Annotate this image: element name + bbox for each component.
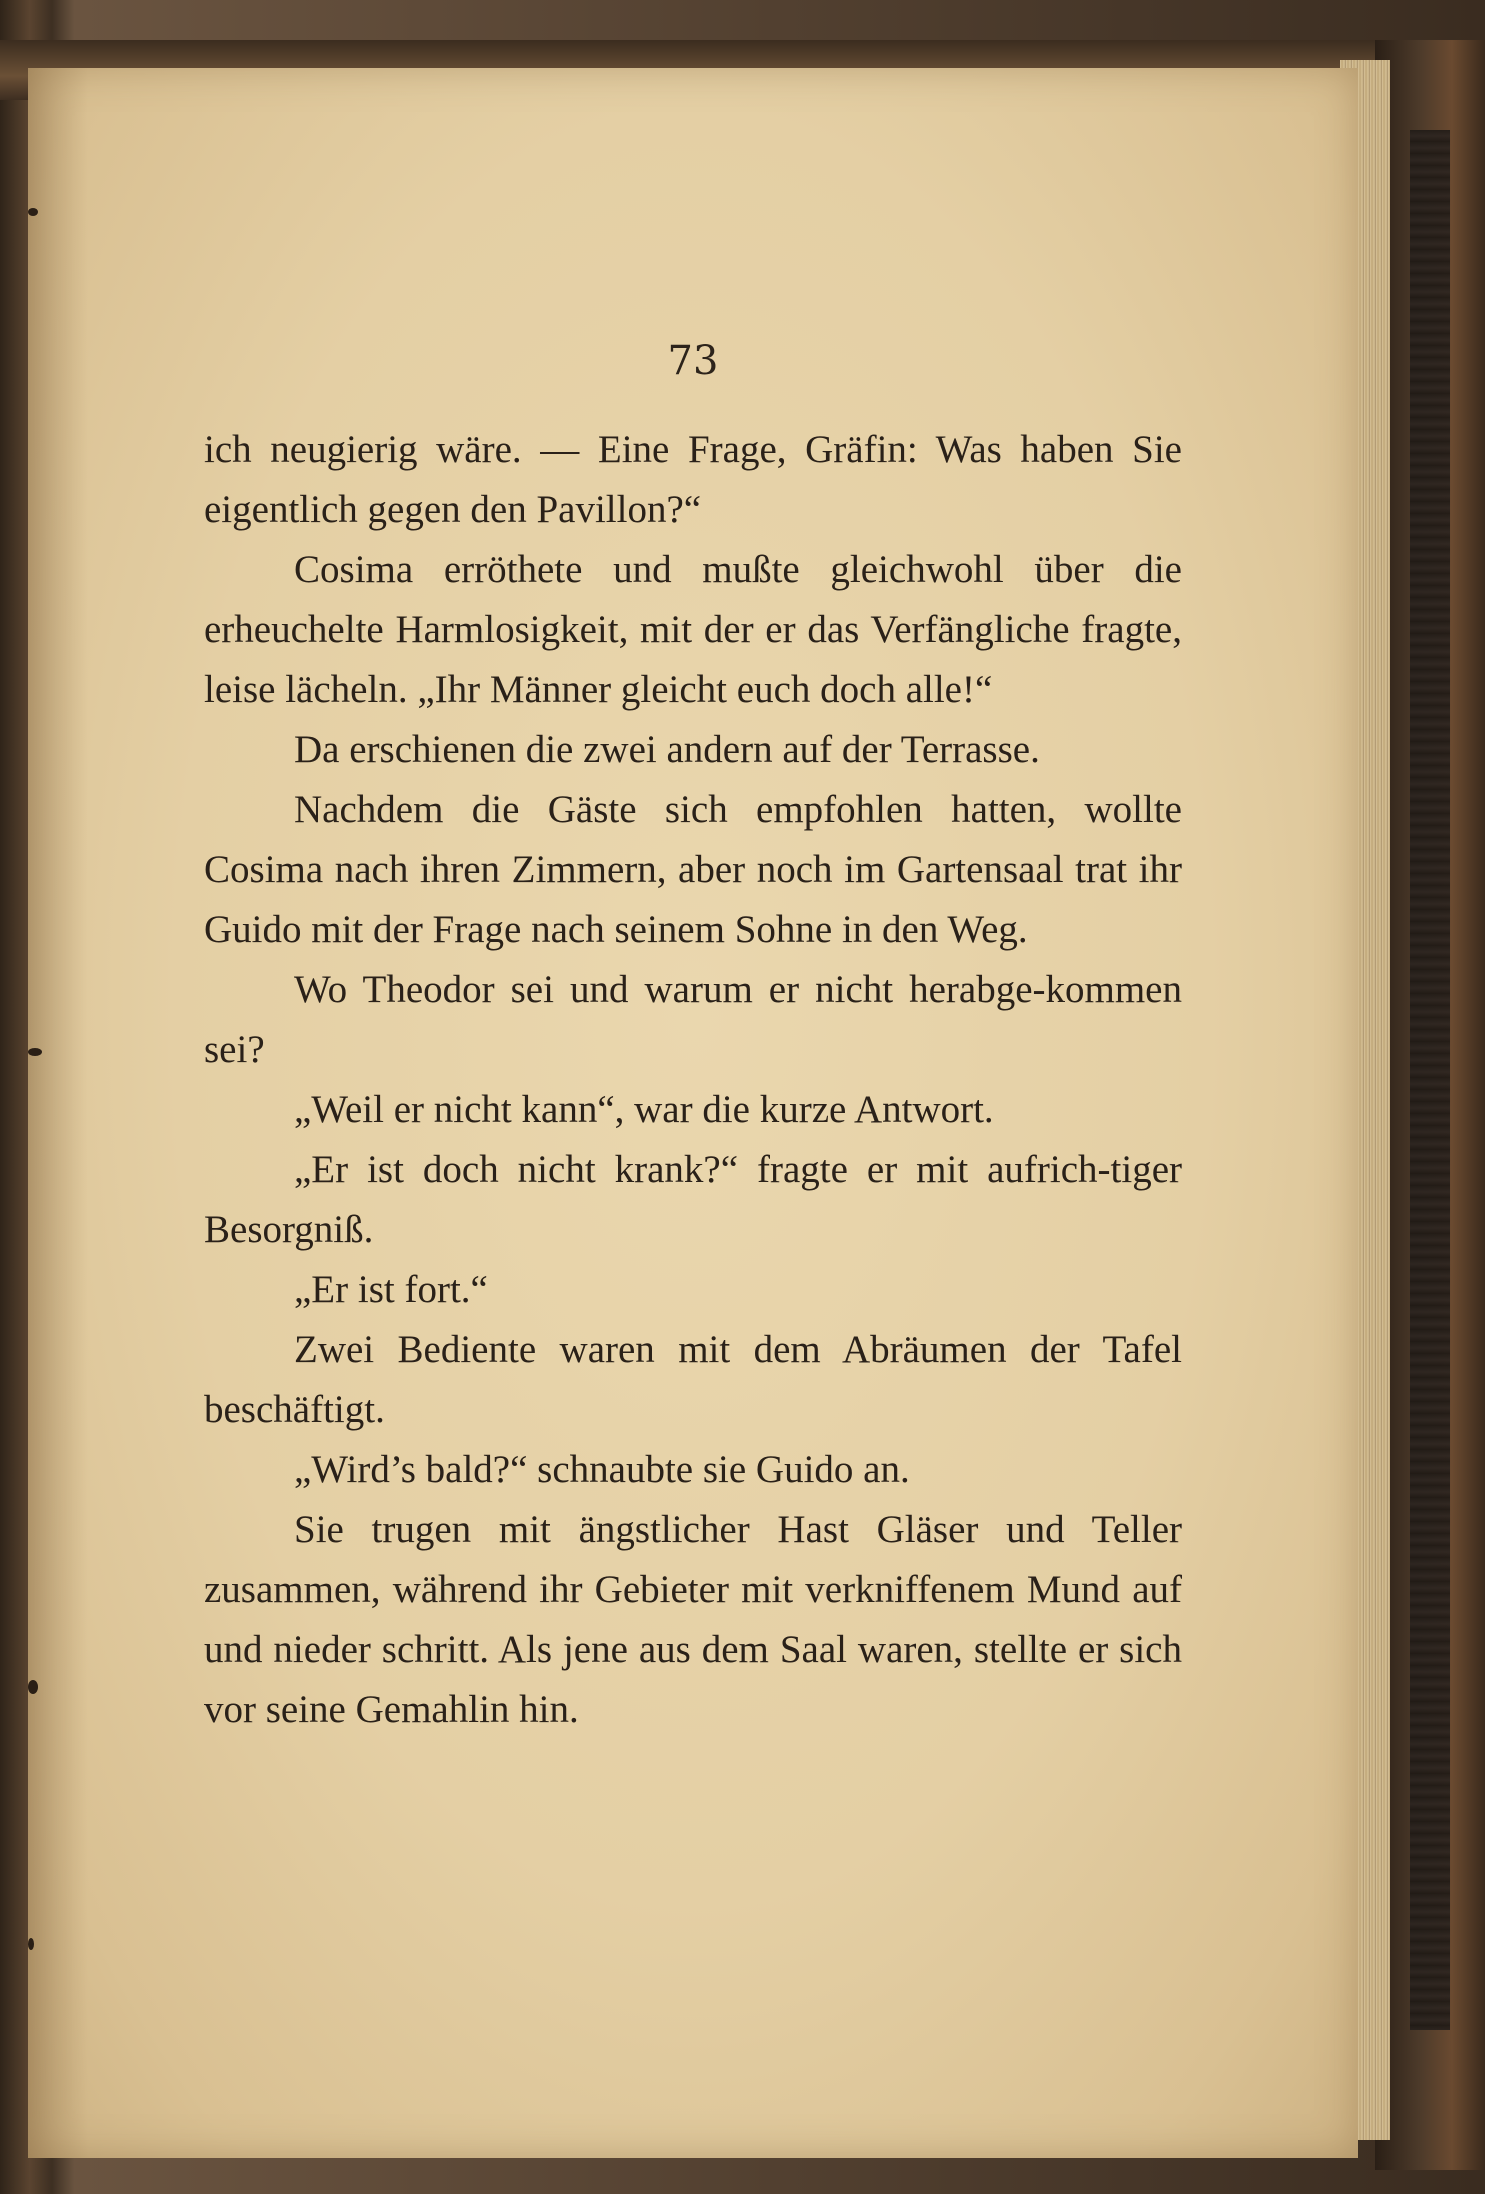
binding-mark bbox=[28, 1680, 38, 1694]
binding-mark bbox=[28, 208, 38, 216]
binding-mark bbox=[28, 1938, 34, 1950]
paragraph: „Weil er nicht kann“, war die kurze Antwort. bbox=[294, 1088, 994, 1131]
binding-mark bbox=[28, 1048, 42, 1056]
paragraph: Zwei Bediente waren mit dem Abräumen der Tafel beschäftigt. bbox=[204, 1328, 1182, 1431]
paragraph: ich neugierig wäre. — Eine Frage, Gräfin: Was haben Sie eigentlich gegen den Pavillon?“ bbox=[204, 428, 1182, 531]
paragraph: Wo Theodor sei und warum er nicht herabge-kommen sei? bbox=[204, 968, 1182, 1071]
book-cover-right-edge bbox=[1375, 40, 1485, 2170]
paragraph: Da erschienen die zwei andern auf der Terrasse. bbox=[294, 728, 1040, 771]
page-text bbox=[204, 420, 1182, 1740]
page-number: 73 bbox=[667, 338, 719, 384]
paragraph: Sie trugen mit ängstlicher Hast Gläser und Teller zusammen, während ihr Gebieter mit verkniffenem Mund auf und nieder schritt. Als jene aus dem Saal waren, stellte er sich vor seine Gemahlin hin. bbox=[204, 1508, 1182, 1731]
paragraph: „Er ist fort.“ bbox=[294, 1268, 488, 1311]
paragraph: Nachdem die Gäste sich empfohlen hatten, wollte Cosima nach ihren Zimmern, aber noch im Gartensaal trat ihr Guido mit der Frage nach seinem Sohne in den Weg. bbox=[204, 788, 1182, 951]
paragraph: Cosima erröthete und mußte gleichwohl über die erheuchelte Harmlosigkeit, mit der er das Verfängliche fragte, leise lächeln. „Ihr Männer gleicht euch doch alle!“ bbox=[204, 548, 1182, 711]
paragraph: „Er ist doch nicht krank?“ fragte er mit aufrich-tiger Besorgniß. bbox=[204, 1148, 1182, 1251]
book-page bbox=[28, 68, 1358, 2158]
book-spine-strip bbox=[1410, 130, 1450, 2030]
paragraph: „Wird’s bald?“ schnaubte sie Guido an. bbox=[294, 1448, 910, 1491]
